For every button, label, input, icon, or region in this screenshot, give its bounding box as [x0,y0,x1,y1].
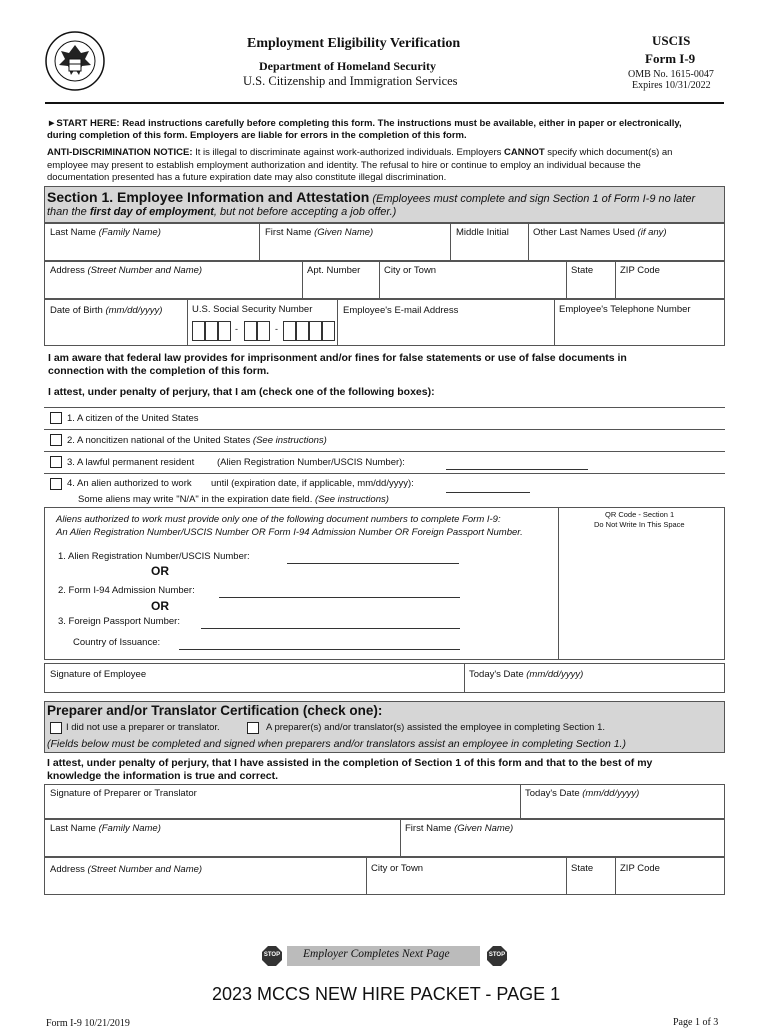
section1-title-line1 [47,189,695,207]
divider [558,507,559,660]
passport-number-label: 3. Foreign Passport Number: [58,616,180,627]
anti-discrimination-line1 [47,147,672,158]
country-of-issuance-input[interactable] [179,649,460,650]
na-note-hint: (See instructions) [314,494,389,505]
aware-statement-line1: I am aware that federal law provides for imprisonment and/or fines for false statements or use of false documents in [48,352,627,364]
other-names-field[interactable] [533,227,667,238]
preparer-last-name-field[interactable] [50,823,161,834]
preparer-date-field[interactable] [525,788,639,799]
preparer-attest-line1: I attest, under penalty of perjury, that I have assisted in the completion of Section 1 of this form and that to the best of my [47,757,653,769]
anti-discrimination-line2: employee may present to establish employment authorization and identity. The refusal to hire or continue to employ an individual because the [47,160,641,171]
address-hint: (Street Number and Name) [87,265,203,276]
ssn-digit[interactable] [205,321,218,341]
divider [44,473,725,474]
start-here-line1: ►START HERE: Read instructions carefully before completing this form. The instructions must be available, either in paper or electronically, [47,118,682,129]
form-title: Employment Eligibility Verification [247,36,461,51]
last-name-hint: (Family Name) [98,227,161,238]
first-name-label: First Name [265,227,315,238]
dob-field[interactable] [50,305,162,316]
anti-text-2: specify which document(s) an [544,147,673,158]
employee-date-hint: (mm/dd/yyyy) [526,669,584,680]
permanent-resident-checkbox[interactable] [50,456,62,468]
dob-label: Date of Birth [50,305,106,316]
agency: U.S. Citizenship and Immigration Services [243,74,458,88]
alien-authorized-checkbox[interactable] [50,478,62,490]
divider [44,429,725,430]
phone-field[interactable]: Employee's Telephone Number [559,304,691,315]
noncitizen-text: 2. A noncitizen national of the United States [67,435,253,446]
qr-code-label: QR Code - Section 1 [605,510,675,519]
divider [302,261,303,299]
attest-statement: I attest, under penalty of perjury, that I am (check one of the following boxes): [48,386,435,398]
divider [44,407,725,408]
section1-note2c: , but not before accepting a job offer.) [213,206,397,218]
preparer-address-hint: (Street Number and Name) [87,864,203,875]
start-here-line2: during completion of this form. Employers are liable for errors in the completion of this form. [47,130,467,141]
other-names-label: Other Last Names Used [533,227,638,238]
preparer-assisted-label: A preparer(s) and/or translator(s) assisted the employee in completing Section 1. [266,722,605,733]
citizen-checkbox[interactable] [50,412,62,424]
noncitizen-national-label [67,435,327,446]
preparer-address-label: Address [50,864,88,875]
address-label: Address [50,265,88,276]
preparer-address-field[interactable] [50,864,202,875]
divider [400,819,401,857]
zip-field[interactable]: ZIP Code [620,265,660,276]
anti-discrimination-heading: ANTI-DISCRIMINATION NOTICE: [47,147,193,158]
divider [337,299,338,346]
expiration-date-input[interactable] [446,492,530,493]
form-number: Form I-9 [645,51,696,66]
preparer-state-field[interactable]: State [571,863,594,874]
alien-authorized-label: 4. An alien authorized to work [67,478,192,489]
packet-title: 2023 MCCS NEW HIRE PACKET - PAGE 1 [212,984,561,1004]
section1-note2a: than the [47,206,90,218]
alien-reg-number-input[interactable] [287,563,459,564]
preparer-last-name-hint: (Family Name) [98,823,161,834]
page-number: Page 1 of 3 [673,1017,719,1028]
apt-number-field[interactable]: Apt. Number [307,265,361,276]
employee-date-field[interactable] [469,669,583,680]
na-note [78,494,389,505]
omb-number: OMB No. 1615-0047 [628,69,714,80]
anti-text-1: It is illegal to discriminate against work-authorized individuals. Employers [192,147,505,158]
divider [187,299,188,346]
preparer-city-field[interactable]: City or Town [371,863,424,874]
preparer-signature-field[interactable]: Signature of Preparer or Translator [50,788,197,799]
header-divider [45,102,724,104]
divider [379,261,380,299]
alien-reg-number-label: 1. Alien Registration Number/USCIS Number: [58,551,250,562]
qr-code-note: Do Not Write In This Space [594,520,685,529]
divider [520,784,521,819]
last-name-label: Last Name [50,227,99,238]
divider [554,299,555,346]
permanent-resident-label: 3. A lawful permanent resident [67,457,195,468]
department: Department of Homeland Security [259,59,436,73]
section1-first-day: first day of employment [89,206,214,218]
ssn-digit[interactable] [218,321,231,341]
preparer-assisted-checkbox[interactable] [247,722,259,734]
alien-registration-label: (Alien Registration Number/USCIS Number): [217,457,405,468]
ssn-digit[interactable] [192,321,205,341]
first-name-hint: (Given Name) [314,227,374,238]
ssn-digit[interactable] [257,321,270,341]
divider [615,261,616,299]
anti-cannot: CANNOT [504,147,545,158]
stop-sign-icon [487,946,507,966]
alien-registration-input[interactable] [446,469,588,470]
dob-hint: (mm/dd/yyyy) [105,305,163,316]
citizen-label: 1. A citizen of the United States [67,413,199,424]
employee-date-label: Today's Date [469,669,527,680]
stop-text: STOP [488,952,506,958]
divider [464,663,465,693]
aliens-note-line1: Aliens authorized to work must provide only one of the following document numbers to complete Form I-9: [56,514,501,525]
aliens-note-line2: An Alien Registration Number/USCIS Number OR Form I-94 Admission Number OR Foreign Passport Number. [56,527,523,538]
email-field[interactable]: Employee's E-mail Address [343,305,459,316]
form-revision-date: Form I-9 10/21/2019 [46,1018,130,1029]
or-label: OR [151,564,169,578]
employee-signature-row [44,663,725,693]
divider [450,223,451,261]
anti-discrimination-line3: documentation presented has a future expiration date may also constitute illegal discrimination. [47,172,447,183]
no-preparer-checkbox[interactable] [50,722,62,734]
divider [44,451,725,452]
noncitizen-national-checkbox[interactable] [50,434,62,446]
preparer-title: Preparer and/or Translator Certification (check one): [47,703,383,718]
middle-initial-field[interactable]: Middle Initial [456,227,509,238]
preparer-first-name-field[interactable] [405,823,513,834]
i94-number-input[interactable] [219,597,460,598]
preparer-zip-field[interactable]: ZIP Code [620,863,660,874]
divider [566,857,567,895]
uscis-label: USCIS [652,33,691,48]
ssn-digit[interactable] [283,321,296,341]
employer-next-page-banner [287,946,480,966]
city-field[interactable]: City or Town [384,265,437,276]
stop-text: STOP [263,952,281,958]
ssn-digit[interactable] [309,321,322,341]
i94-number-label: 2. Form I-94 Admission Number: [58,585,195,596]
divider [259,223,260,261]
preparer-date-label: Today's Date [525,788,583,799]
country-of-issuance-label: Country of Issuance: [73,637,161,648]
passport-number-input[interactable] [201,628,460,629]
ssn-label: U.S. Social Security Number [192,304,313,315]
dhs-seal [45,31,105,91]
preparer-first-name-hint: (Given Name) [454,823,514,834]
preparer-attest-line2: knowledge the information is true and correct. [47,770,279,782]
last-name-field[interactable] [50,227,161,238]
ssn-digit[interactable] [296,321,309,341]
aware-statement-line2: connection with the completion of this form. [48,365,270,377]
section1-title-line2 [47,206,396,218]
divider [528,223,529,261]
ssn-dash-icon: - [275,324,278,334]
expiration-date-label: until (expiration date, if applicable, mm/dd/yyyy): [211,478,414,489]
section1-note: (Employees must complete and sign Section 1 of Form I-9 no later [369,193,696,205]
stop-sign-icon [262,946,282,966]
expiry-date: Expires 10/31/2022 [632,80,711,91]
divider [615,857,616,895]
na-note-text: Some aliens may write "N/A" in the expiration date field. [78,494,315,505]
state-field[interactable]: State [571,265,594,276]
preparer-last-name-label: Last Name [50,823,99,834]
ssn-digit[interactable] [322,321,335,341]
preparer-date-hint: (mm/dd/yyyy) [582,788,640,799]
divider [366,857,367,895]
address-field[interactable] [50,265,202,276]
divider [566,261,567,299]
first-name-field[interactable] [265,227,373,238]
preparer-note: (Fields below must be completed and signed when preparers and/or translators assist an employee in completing Section 1.) [47,738,626,750]
ssn-digit[interactable] [244,321,257,341]
no-preparer-label: I did not use a preparer or translator. [66,722,220,733]
noncitizen-hint: (See instructions) [252,435,327,446]
employee-signature-field[interactable]: Signature of Employee [50,669,147,680]
or-label: OR [151,599,169,613]
ssn-dash-icon: - [235,324,238,334]
preparer-first-name-label: First Name [405,823,455,834]
section1-title: Section 1. Employee Information and Attestation [47,189,370,205]
employer-next-page-text: Employer Completes Next Page [303,948,450,960]
other-names-hint: (if any) [637,227,667,238]
